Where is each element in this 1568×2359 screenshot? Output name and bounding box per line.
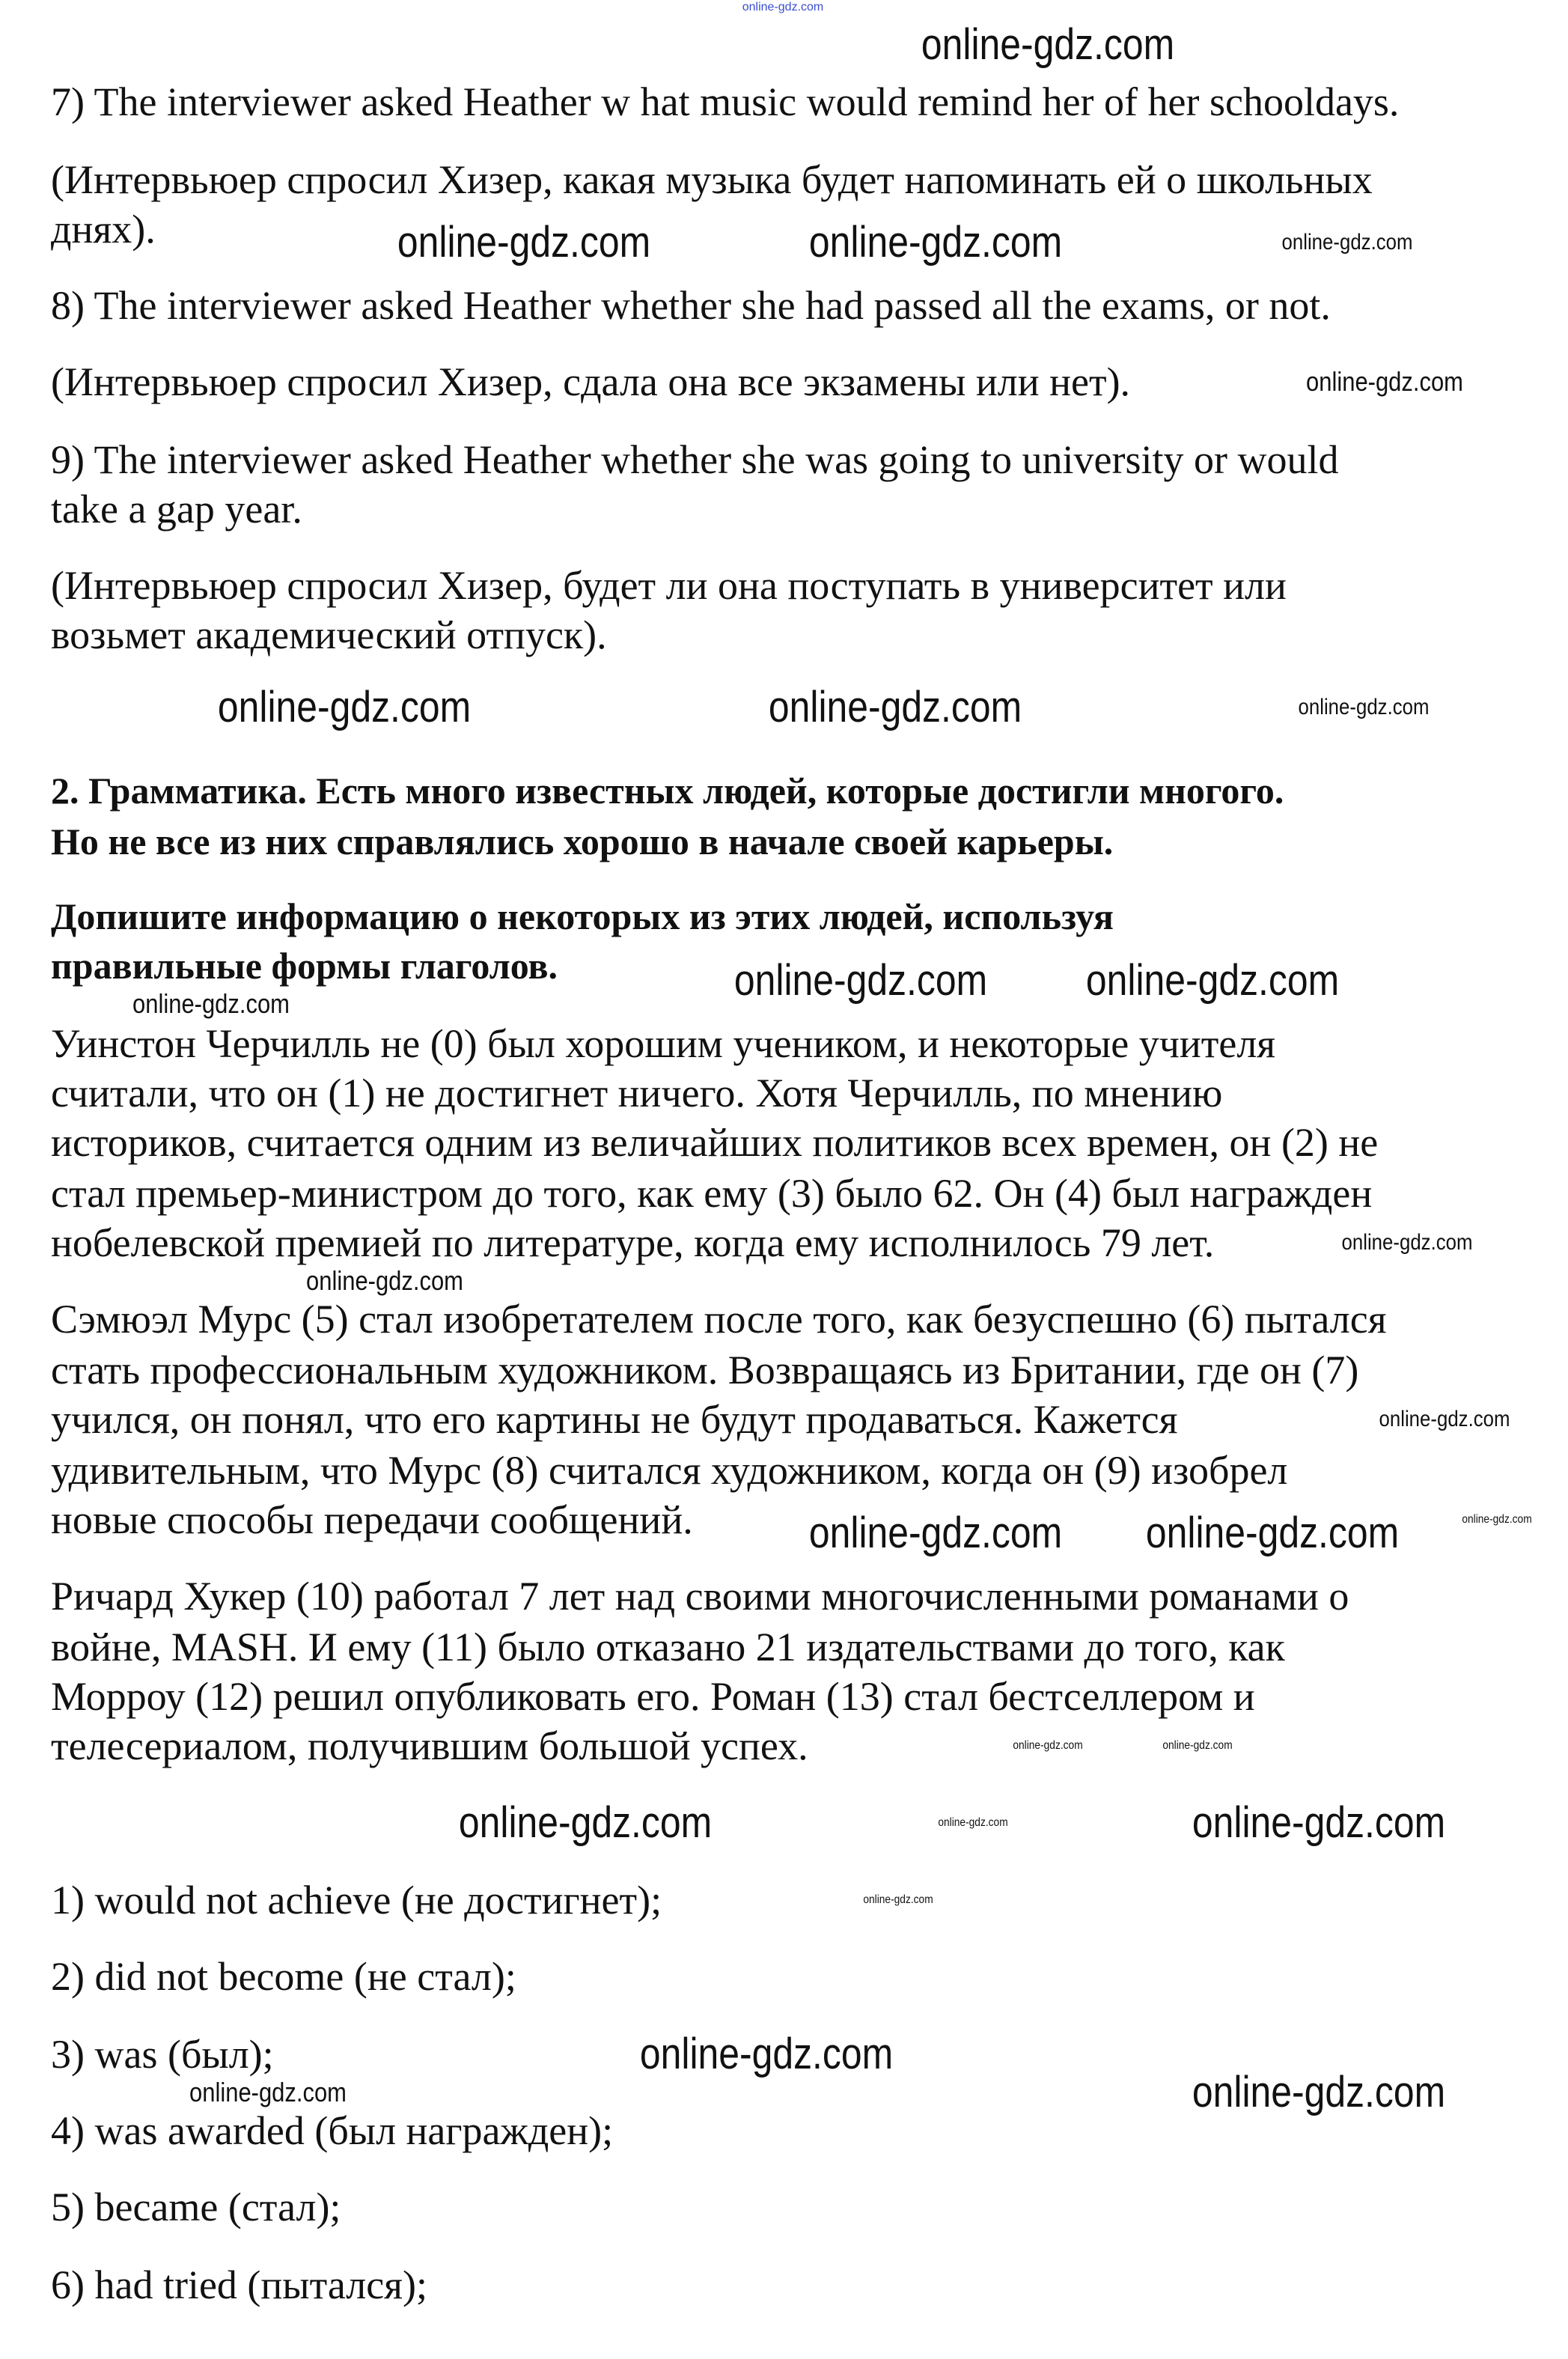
task-heading-line: правильные формы глаголов. (51, 945, 558, 987)
watermark: online-gdz.com (1192, 2068, 1446, 2116)
text-line: (Интервьюер спросил Хизер, какая музыка будет напоминать ей о школьных (51, 157, 1373, 202)
watermark: online-gdz.com (1145, 1509, 1400, 1557)
watermark: online-gdz.com (306, 1265, 463, 1296)
text-line: возьмет академический отпуск). (51, 612, 607, 657)
text-line: телесериалом, получившим большой успех. (51, 1723, 808, 1768)
watermark: online-gdz.com (1462, 1513, 1532, 1526)
text-line: днях). (51, 207, 156, 252)
task-heading-line: 2. Грамматика. Есть много известных людей, которые достигли многого. (51, 770, 1284, 812)
watermark: online-gdz.com (1281, 230, 1413, 255)
watermark: online-gdz.com (639, 2030, 894, 2078)
header-watermark: online-gdz.com (742, 1, 824, 13)
watermark: online-gdz.com (938, 1816, 1008, 1829)
watermark: online-gdz.com (863, 1893, 933, 1906)
watermark: online-gdz.com (1298, 695, 1430, 719)
text-line: 1) would not achieve (не достигнет); (51, 1878, 662, 1923)
text-line: историков, считается одним из величайших политиков всех времен, он (2) не (51, 1120, 1379, 1165)
text-line: новые способы передачи сообщений. (51, 1497, 693, 1542)
text-line: 8) The interviewer asked Heather whether she had passed all the exams, or not. (51, 283, 1331, 328)
text-line: стать профессиональным художником. Возвращаясь из Британии, где он (7) (51, 1348, 1359, 1392)
watermark: online-gdz.com (733, 956, 988, 1005)
text-line: считали, что он (1) не достигнет ничего. Хотя Черчилль, по мнению (51, 1071, 1223, 1115)
watermark: online-gdz.com (1013, 1739, 1083, 1752)
text-line: 5) became (стал); (51, 2185, 341, 2229)
watermark: online-gdz.com (1162, 1739, 1233, 1752)
watermark: online-gdz.com (189, 2077, 347, 2107)
text-line: Морроу (12) решил опубликовать его. Роман (13) стал бестселлером и (51, 1674, 1255, 1719)
watermark: online-gdz.com (1192, 1798, 1446, 1847)
watermark: online-gdz.com (397, 218, 651, 267)
text-line: Ричард Хукер (10) работал 7 лет над своими многочисленными романами о (51, 1574, 1349, 1619)
text-line: 6) had tried (пытался); (51, 2262, 428, 2307)
task-heading-line: Но не все из них справлялись хорошо в начале своей карьеры. (51, 821, 1114, 862)
text-line: войне, MASH. И ему (11) было отказано 21 издательствами до того, как (51, 1625, 1285, 1669)
watermark: online-gdz.com (921, 20, 1175, 69)
watermark: online-gdz.com (1306, 366, 1463, 397)
text-line: (Интервьюер спросил Хизер, сдала она все экзамены или нет). (51, 359, 1131, 404)
text-line: 2) did not become (не стал); (51, 1954, 516, 1999)
text-line: Уинстон Черчилль не (0) был хорошим учеником, и некоторые учителя (51, 1021, 1276, 1066)
text-line: 4) was awarded (был награжден); (51, 2108, 614, 2153)
text-line: нобелевской премией по литературе, когда ему исполнилось 79 лет. (51, 1220, 1215, 1265)
text-line: Сэмюэл Мурс (5) стал изобретателем после того, как безуспешно (6) пытался (51, 1297, 1387, 1342)
watermark: online-gdz.com (1341, 1230, 1473, 1255)
text-line: 3) was (был); (51, 2032, 274, 2077)
watermark: online-gdz.com (808, 218, 1063, 267)
text-line: 9) The interviewer asked Heather whether she was going to university or would (51, 437, 1339, 482)
watermark: online-gdz.com (132, 988, 290, 1019)
text-line: 7) The interviewer asked Heather w hat music would remind her of her schooldays. (51, 79, 1400, 124)
text-line: стал премьер-министром до того, как ему (3) было 62. Он (4) был награжден (51, 1171, 1373, 1216)
text-line: take a gap year. (51, 487, 302, 532)
watermark: online-gdz.com (768, 683, 1022, 731)
text-line: удивительным, что Мурс (8) считался художником, когда он (9) изобрел (51, 1448, 1288, 1493)
watermark: online-gdz.com (1379, 1407, 1510, 1431)
task-heading-line: Допишите информацию о некоторых из этих людей, используя (51, 895, 1114, 937)
watermark: online-gdz.com (808, 1509, 1063, 1557)
text-line: учился, он понял, что его картины не будут продаваться. Кажется (51, 1397, 1178, 1442)
watermark: online-gdz.com (458, 1798, 713, 1847)
watermark: online-gdz.com (217, 683, 472, 731)
watermark: online-gdz.com (1085, 956, 1340, 1005)
text-line: (Интервьюер спросил Хизер, будет ли она поступать в университет или (51, 563, 1287, 608)
